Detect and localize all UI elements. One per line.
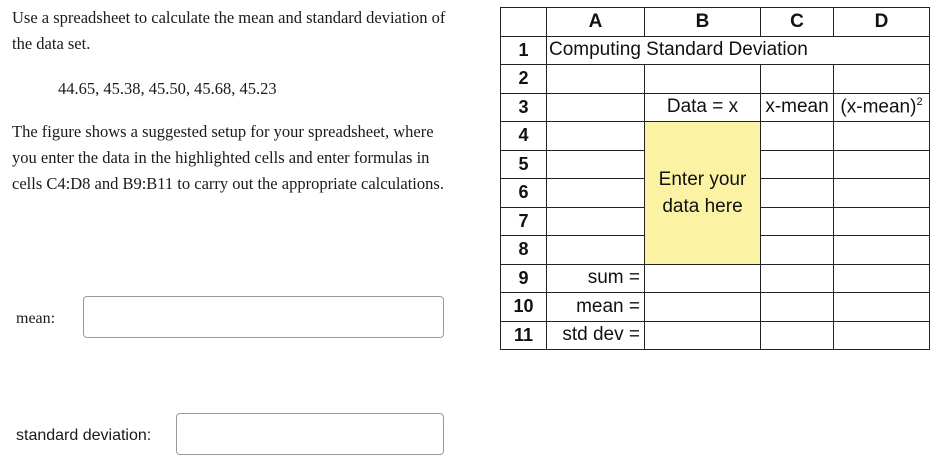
std-dev-label-cell: std dev = xyxy=(547,321,645,350)
cell-d7 xyxy=(834,207,930,236)
squared-deviation-label: (x-mean) xyxy=(840,96,917,118)
data-entry-cells xyxy=(645,122,761,265)
cell-b11 xyxy=(645,321,761,350)
cell-c2 xyxy=(761,65,834,94)
cell-a2 xyxy=(547,65,645,94)
row-header: 10 xyxy=(501,293,547,322)
cell-d5 xyxy=(834,150,930,179)
data-header-cell: Data = x xyxy=(645,93,761,122)
sheet-title-cell: Computing Standard Deviation xyxy=(547,36,834,65)
spreadsheet-figure xyxy=(500,7,930,350)
cell-c8 xyxy=(761,236,834,265)
column-header-b: B xyxy=(645,8,761,37)
cell-c7 xyxy=(761,207,834,236)
row-header: 1 xyxy=(501,36,547,65)
cell-d2 xyxy=(834,65,930,94)
cell-c9 xyxy=(761,264,834,293)
x-minus-mean-header-cell: x-mean xyxy=(761,93,834,122)
cell-d4 xyxy=(834,122,930,151)
row-header: 2 xyxy=(501,65,547,94)
row-header: 7 xyxy=(501,207,547,236)
setup-description: The figure shows a suggested setup for your spreadsheet, where you enter the data in the highlighted cells and enter formulas in cells C4:D8 and B9:B11 to carry out the appropriate calculations. xyxy=(12,122,444,193)
cell-a3 xyxy=(547,93,645,122)
sum-label-cell: sum = xyxy=(547,264,645,293)
data-set-values: 44.65, 45.38, 45.50, 45.68, 45.23 xyxy=(58,79,277,98)
row-header: 5 xyxy=(501,150,547,179)
cell-d11 xyxy=(834,321,930,350)
standard-deviation-input[interactable] xyxy=(176,413,444,455)
enter-data-line-1: Enter your xyxy=(658,168,747,190)
corner-cell xyxy=(501,8,547,37)
cell-a5 xyxy=(547,150,645,179)
standard-deviation-label: standard deviation: xyxy=(16,427,152,444)
cell-d8 xyxy=(834,236,930,265)
cell-c6 xyxy=(761,179,834,208)
column-header-c: C xyxy=(761,8,834,37)
cell-d9 xyxy=(834,264,930,293)
cell-c10 xyxy=(761,293,834,322)
mean-label-cell: mean = xyxy=(547,293,645,322)
cell-c11 xyxy=(761,321,834,350)
cell-a7 xyxy=(547,207,645,236)
exponent: 2 xyxy=(916,96,923,109)
row-header: 4 xyxy=(501,122,547,151)
enter-data-line-2: data here xyxy=(662,195,743,217)
cell-b9 xyxy=(645,264,761,293)
cell-d6 xyxy=(834,179,930,208)
cell-d1 xyxy=(834,36,930,65)
row-header: 6 xyxy=(501,179,547,208)
squared-deviation-header-cell xyxy=(834,93,930,122)
mean-label: mean: xyxy=(16,310,56,327)
cell-a4 xyxy=(547,122,645,151)
cell-c4 xyxy=(761,122,834,151)
row-header: 9 xyxy=(501,264,547,293)
row-header: 3 xyxy=(501,93,547,122)
cell-c5 xyxy=(761,150,834,179)
cell-b10 xyxy=(645,293,761,322)
mean-input[interactable] xyxy=(83,296,444,338)
column-header-a: A xyxy=(547,8,645,37)
cell-a8 xyxy=(547,236,645,265)
cell-d10 xyxy=(834,293,930,322)
row-header: 11 xyxy=(501,321,547,350)
row-header: 8 xyxy=(501,236,547,265)
cell-b2 xyxy=(645,65,761,94)
intro-text: Use a spreadsheet to calculate the mean and standard deviation of the data set. xyxy=(12,8,446,53)
cell-a6 xyxy=(547,179,645,208)
column-header-d: D xyxy=(834,8,930,37)
